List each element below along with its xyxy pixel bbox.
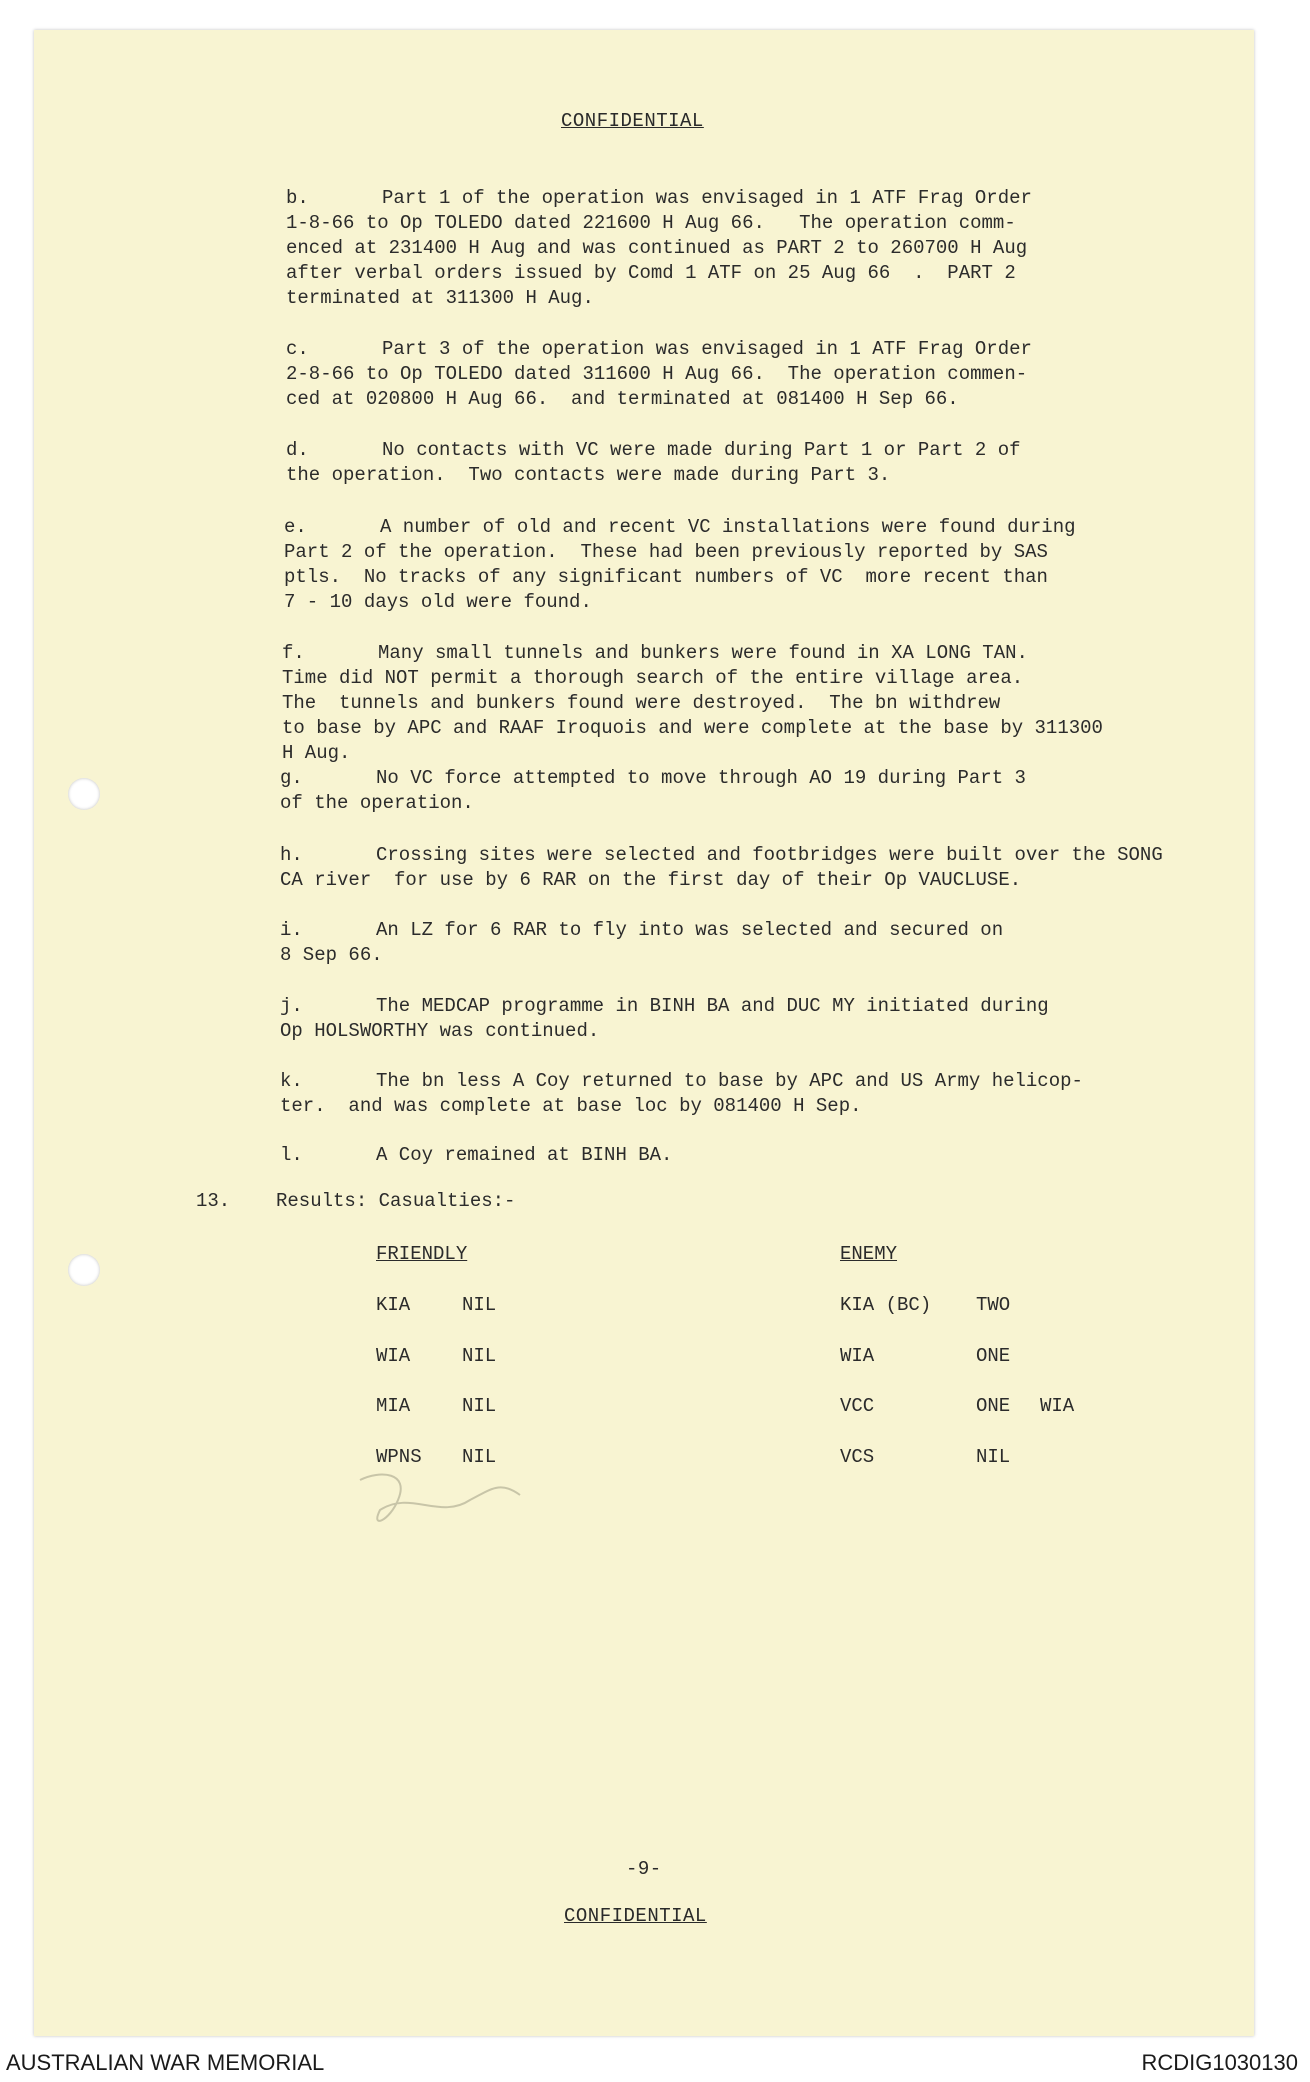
enemy-value: ONE: [976, 1395, 1011, 1417]
paragraph-line: ter. and was complete at base loc by 081400 H Sep.: [280, 1095, 862, 1117]
paragraph-line: 1-8-66 to Op TOLEDO dated 221600 H Aug 66. The operation comm-: [286, 212, 1016, 234]
paragraph-line: Op HOLSWORTHY was continued.: [280, 1020, 600, 1042]
enemy-value: TWO: [976, 1294, 1011, 1316]
paragraph-line: after verbal orders issued by Comd 1 ATF on 25 Aug 66 . PART 2: [286, 262, 1016, 284]
paragraph-line: of the operation.: [280, 792, 474, 814]
paragraph-label: j.: [280, 995, 303, 1017]
paragraph-line: The MEDCAP programme in BINH BA and DUC MY initiated during: [376, 995, 1049, 1017]
paragraph-label: f.: [282, 642, 305, 664]
paragraph-b: [286, 186, 1146, 311]
paragraph-h: [280, 843, 1240, 893]
friendly-value: NIL: [462, 1294, 497, 1316]
paragraph-line: terminated at 311300 H Aug.: [286, 287, 594, 309]
paragraph-l: [280, 1143, 1140, 1168]
paragraph-line: The tunnels and bunkers found were destroyed. The bn withdrew: [282, 692, 1001, 714]
archive-reference: RCDIG1030130: [1141, 2050, 1298, 2075]
paragraph-line: the operation. Two contacts were made during Part 3.: [286, 464, 891, 486]
page-number: -9-: [626, 1858, 662, 1880]
handwritten-signature: [350, 1460, 690, 1550]
paragraph-line: An LZ for 6 RAR to fly into was selected and secured on: [376, 919, 1004, 941]
classification-header: CONFIDENTIAL: [561, 110, 704, 132]
enemy-heading: ENEMY: [840, 1243, 898, 1265]
paragraph-line: 2-8-66 to Op TOLEDO dated 311600 H Aug 66. The operation commen-: [286, 363, 1028, 385]
paragraph-j: [280, 994, 1140, 1044]
paragraph-line: 8 Sep 66.: [280, 944, 383, 966]
paragraph-line: 7 - 10 days old were found.: [284, 591, 592, 613]
paragraph-line: A Coy remained at BINH BA.: [376, 1144, 673, 1166]
punch-hole: [68, 1254, 100, 1286]
paragraph-line: Many small tunnels and bunkers were found in XA LONG TAN.: [378, 642, 1028, 664]
paragraph-label: h.: [280, 844, 303, 866]
paragraph-line: Part 2 of the operation. These had been previously reported by SAS: [284, 541, 1048, 563]
friendly-code: KIA: [376, 1294, 411, 1316]
section-number: 13.: [196, 1190, 231, 1212]
paragraph-line: The bn less A Coy returned to base by APC and US Army helicop-: [376, 1070, 1083, 1092]
paragraph-line: A number of old and recent VC installations were found during: [380, 516, 1076, 538]
paragraph-e: [284, 515, 1144, 615]
paragraph-line: Part 1 of the operation was envisaged in 1 ATF Frag Order: [382, 187, 1032, 209]
results-heading: [196, 1190, 515, 1212]
paragraph-f: [282, 641, 1202, 766]
archive-footer: [0, 2046, 1310, 2082]
classification-footer: CONFIDENTIAL: [564, 1905, 707, 1927]
friendly-heading: FRIENDLY: [376, 1243, 468, 1265]
paragraph-label: k.: [280, 1070, 303, 1092]
friendly-value: NIL: [462, 1395, 497, 1417]
paragraph-k: [280, 1069, 1180, 1119]
paragraph-label: e.: [284, 516, 307, 538]
paragraph-line: enced at 231400 H Aug and was continued as PART 2 to 260700 H Aug: [286, 237, 1028, 259]
paragraph-line: ptls. No tracks of any significant numbers of VC more recent than: [284, 566, 1048, 588]
paragraph-line: No contacts with VC were made during Part 1 or Part 2 of: [382, 439, 1021, 461]
enemy-value: ONE: [976, 1345, 1011, 1367]
archive-name: AUSTRALIAN WAR MEMORIAL: [6, 2050, 325, 2075]
paragraph-c: [286, 337, 1146, 412]
enemy-value: NIL: [976, 1446, 1011, 1468]
paragraph-line: No VC force attempted to move through AO 19 during Part 3: [376, 767, 1026, 789]
paragraph-label: g.: [280, 767, 303, 789]
paragraph-label: d.: [286, 439, 309, 461]
friendly-code: WPNS: [376, 1446, 422, 1468]
paragraph-line: Part 3 of the operation was envisaged in 1 ATF Frag Order: [382, 338, 1032, 360]
enemy-extra: WIA: [1040, 1395, 1075, 1417]
results-title: Results: Casualties:-: [276, 1190, 516, 1212]
paragraph-label: b.: [286, 187, 309, 209]
paragraph-i: [280, 918, 1140, 968]
friendly-code: WIA: [376, 1345, 411, 1367]
enemy-code: VCS: [840, 1446, 875, 1468]
friendly-value: NIL: [462, 1345, 497, 1367]
paragraph-line: Time did NOT permit a thorough search of the entire village area.: [282, 667, 1024, 689]
paragraph-line: H Aug.: [282, 742, 351, 764]
paragraph-line: ced at 020800 H Aug 66. and terminated at 081400 H Sep 66.: [286, 388, 959, 410]
enemy-code: WIA: [840, 1345, 875, 1367]
paragraph-line: CA river for use by 6 RAR on the first day of their Op VAUCLUSE.: [280, 869, 1022, 891]
paragraph-label: l.: [280, 1144, 303, 1166]
enemy-code: KIA (BC): [840, 1294, 932, 1316]
paragraph-line: to base by APC and RAAF Iroquois and were complete at the base by 311300: [282, 717, 1103, 739]
friendly-code: MIA: [376, 1395, 411, 1417]
paragraph-d: [286, 438, 1146, 488]
paragraph-g: [280, 766, 1140, 816]
paragraph-label: c.: [286, 338, 309, 360]
friendly-value: NIL: [462, 1446, 497, 1468]
paragraph-line: Crossing sites were selected and footbridges were built over the SONG: [376, 844, 1163, 866]
paragraph-label: i.: [280, 919, 303, 941]
punch-hole: [68, 778, 100, 810]
enemy-code: VCC: [840, 1395, 875, 1417]
